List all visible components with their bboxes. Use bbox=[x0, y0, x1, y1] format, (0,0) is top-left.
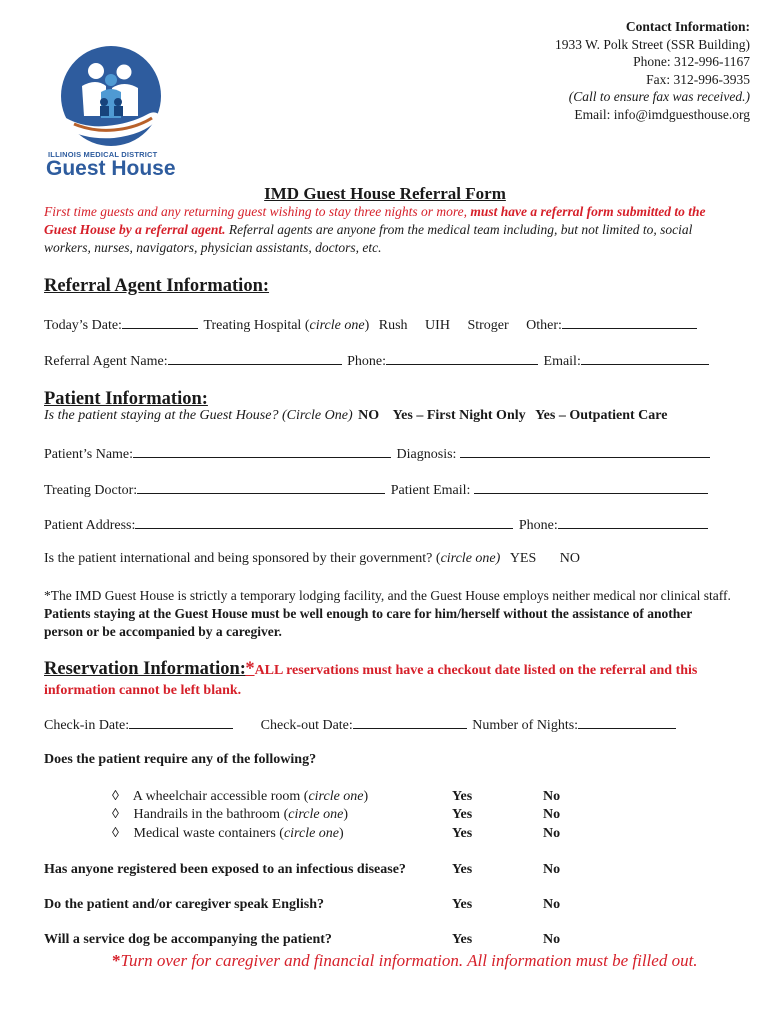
staying-option-outpatient[interactable]: Yes – Outpatient Care bbox=[535, 408, 668, 423]
logo-district-text: ILLINOIS MEDICAL DISTRICT bbox=[48, 150, 158, 159]
reservation-heading-block bbox=[44, 660, 734, 700]
treating-hospital-label: Treating Hospital ( bbox=[203, 318, 310, 333]
footer-text: Turn over for caregiver and financial information. All information must be filled out. bbox=[120, 951, 698, 970]
lodging-note bbox=[44, 587, 734, 641]
intro-paragraph bbox=[44, 203, 734, 257]
infectious-disease-question: Has anyone registered been exposed to an infectious disease? bbox=[44, 862, 406, 877]
patient-email-field[interactable] bbox=[474, 481, 708, 494]
close-paren: ) bbox=[343, 807, 348, 822]
todays-date-label: Today’s Date: bbox=[44, 318, 122, 333]
infectious-yes-option[interactable]: Yes bbox=[452, 862, 473, 877]
requirement-item bbox=[112, 789, 368, 805]
footer-star: * bbox=[112, 951, 121, 970]
contact-block bbox=[555, 18, 750, 123]
circle-one-note: circle one bbox=[440, 551, 496, 566]
requirement-yes-option[interactable]: Yes bbox=[452, 807, 473, 822]
lodging-note-plain: *The IMD Guest House is strictly a temporary lodging facility, and the Guest House employs neither medical nor clinical staff. bbox=[44, 588, 731, 603]
service-dog-question: Will a service dog be accompanying the patient? bbox=[44, 932, 332, 947]
circle-one-note: circle one bbox=[309, 318, 365, 333]
patient-name-field[interactable] bbox=[133, 445, 391, 458]
dates-row bbox=[44, 716, 676, 734]
agent-name-row bbox=[44, 352, 709, 370]
contact-heading: Contact Information: bbox=[625, 19, 750, 34]
agent-phone-field[interactable] bbox=[386, 352, 538, 365]
requirement-no-option[interactable]: No bbox=[543, 826, 561, 841]
checkout-field[interactable] bbox=[353, 716, 467, 729]
require-question: Does the patient require any of the following? bbox=[44, 752, 317, 767]
referral-agent-heading: Referral Agent Information: bbox=[44, 276, 270, 296]
requirement-yes-option[interactable]: Yes bbox=[452, 789, 473, 804]
contact-email: Email: info@imdguesthouse.org bbox=[574, 106, 750, 122]
diamond-bullet-icon: ◊ bbox=[112, 826, 119, 841]
staying-question: Is the patient staying at the Guest House? ( bbox=[44, 408, 287, 423]
contact-fax: Fax: 312-996-3935 bbox=[646, 71, 750, 87]
hospital-option-rush[interactable]: Rush bbox=[378, 318, 408, 333]
diamond-bullet-icon: ◊ bbox=[112, 807, 119, 822]
checkin-field[interactable] bbox=[129, 716, 233, 729]
lodging-note-bold: Patients staying at the Guest House must be well enough to care for him/herself without the assistance of another person or be accompanied by a caregiver. bbox=[44, 606, 692, 639]
todays-date-row bbox=[44, 316, 697, 334]
staying-option-no[interactable]: NO bbox=[358, 408, 380, 423]
international-row bbox=[44, 551, 580, 567]
service-dog-no-option[interactable]: No bbox=[543, 932, 561, 947]
reservation-star: * bbox=[245, 659, 255, 679]
close-paren: ) bbox=[339, 826, 344, 841]
requirement-item bbox=[112, 807, 348, 823]
english-no-option[interactable]: No bbox=[543, 897, 561, 912]
patient-email-label: Patient Email: bbox=[390, 483, 471, 498]
agent-email-field[interactable] bbox=[581, 352, 709, 365]
nights-field[interactable] bbox=[578, 716, 676, 729]
agent-name-label: Referral Agent Name: bbox=[44, 354, 168, 369]
patient-phone-label: Phone: bbox=[518, 518, 558, 533]
other-hospital-field[interactable] bbox=[562, 316, 697, 329]
english-yes-option[interactable]: Yes bbox=[452, 897, 473, 912]
close-paren: ) bbox=[347, 408, 353, 423]
circle-one-note: Circle One bbox=[286, 408, 348, 423]
agent-email-label: Email: bbox=[543, 354, 581, 369]
reservation-warning: ALL reservations must have a checkout date listed on the referral and this information cannot be left blank. bbox=[44, 663, 698, 698]
hospital-option-stroger[interactable]: Stroger bbox=[467, 318, 509, 333]
international-no[interactable]: NO bbox=[559, 551, 580, 566]
guest-house-logo bbox=[44, 44, 178, 184]
requirement-yes-option[interactable]: Yes bbox=[452, 826, 473, 841]
requirement-no-option[interactable]: No bbox=[543, 807, 561, 822]
patient-name-label: Patient’s Name: bbox=[44, 447, 134, 462]
agent-name-field[interactable] bbox=[168, 352, 342, 365]
intro-italic-text: Referral agents are anyone from the medical team including, but not limited to, social workers, nurses, navigators, physician assistants, doctors, etc. bbox=[44, 222, 693, 255]
international-question: Is the patient international and being sponsored by their government? ( bbox=[44, 551, 441, 566]
doctor-row bbox=[44, 481, 708, 499]
patient-address-label: Patient Address: bbox=[44, 518, 136, 533]
requirement-no-option[interactable]: No bbox=[543, 789, 561, 804]
agent-phone-label: Phone: bbox=[347, 354, 387, 369]
intro-red-bold-text: must have a referral form submitted to the Guest House by a referral agent. bbox=[44, 204, 706, 237]
circle-one-note: circle one bbox=[288, 807, 344, 822]
checkin-label: Check-in Date: bbox=[44, 718, 130, 733]
diamond-bullet-icon: ◊ bbox=[112, 789, 119, 804]
nights-label: Number of Nights: bbox=[472, 718, 579, 733]
infectious-no-option[interactable]: No bbox=[543, 862, 561, 877]
contact-address: 1933 W. Polk Street (SSR Building) bbox=[554, 36, 750, 52]
checkout-label: Check-out Date: bbox=[260, 718, 353, 733]
logo-guest-house-text: Guest House bbox=[46, 157, 176, 180]
logo-emblem-icon bbox=[44, 44, 178, 154]
intro-red-text: First time guests and any returning guest wishing to stay three nights or more, bbox=[44, 204, 467, 219]
patient-address-field[interactable] bbox=[135, 516, 513, 529]
requirement-text: Medical waste containers ( bbox=[133, 826, 284, 841]
circle-one-note: circle one bbox=[283, 826, 340, 841]
close-paren: ) bbox=[363, 789, 369, 804]
address-row bbox=[44, 516, 708, 534]
international-yes[interactable]: YES bbox=[509, 551, 537, 566]
footer-note bbox=[112, 951, 698, 971]
diagnosis-label: Diagnosis: bbox=[396, 447, 457, 462]
english-question: Do the patient and/or caregiver speak English? bbox=[44, 897, 325, 912]
treating-doctor-field[interactable] bbox=[137, 481, 385, 494]
todays-date-field[interactable] bbox=[122, 316, 198, 329]
contact-phone: Phone: 312-996-1167 bbox=[633, 54, 750, 69]
other-label: Other: bbox=[526, 318, 562, 333]
close-paren: ) bbox=[364, 318, 370, 333]
requirement-text: A wheelchair accessible room ( bbox=[132, 789, 309, 804]
close-paren: ) bbox=[495, 551, 501, 566]
requirement-item bbox=[112, 826, 344, 842]
staying-option-first-night[interactable]: Yes – First Night Only bbox=[392, 408, 526, 423]
treating-doctor-label: Treating Doctor: bbox=[44, 483, 138, 498]
form-title: IMD Guest House Referral Form bbox=[264, 184, 506, 203]
patient-phone-field[interactable] bbox=[558, 516, 708, 529]
patient-name-row bbox=[44, 445, 710, 463]
reservation-heading: Reservation Information: bbox=[44, 659, 246, 679]
circle-one-note: circle one bbox=[308, 789, 364, 804]
contact-fax-note: (Call to ensure fax was received.) bbox=[568, 89, 750, 104]
staying-question-row bbox=[44, 408, 667, 424]
requirement-text: Handrails in the bathroom ( bbox=[133, 807, 289, 822]
hospital-option-uih[interactable]: UIH bbox=[425, 318, 450, 333]
diagnosis-field[interactable] bbox=[460, 445, 710, 458]
patient-info-heading: Patient Information: bbox=[44, 389, 208, 409]
service-dog-yes-option[interactable]: Yes bbox=[452, 932, 473, 947]
